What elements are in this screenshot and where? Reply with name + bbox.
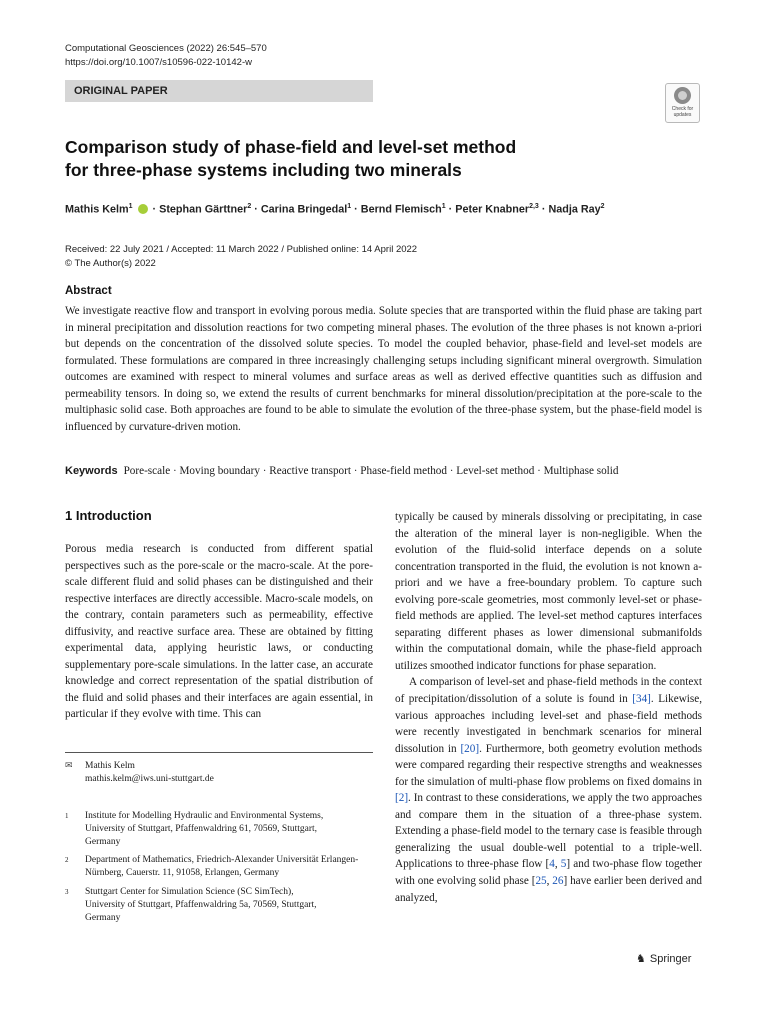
affiliation-mark: 3	[65, 888, 69, 896]
text-run: ,	[554, 858, 561, 871]
text-run: . Furthermore, both geometry evolution methods were compared regarding their respective strengths and weaknesses for the simulation of multi-phase flow problems on fixed domains in	[395, 742, 703, 788]
citation-link[interactable]: [34]	[632, 693, 651, 706]
citation-link[interactable]: [20]	[460, 742, 480, 755]
text-run: ] and two-phase flow together with one evolving solid phase [	[395, 858, 702, 888]
paragraph	[395, 674, 702, 906]
affiliation-text: Stuttgart Center for Simulation Science (SC SimTech), University of Stuttgart, Pfaffenwaldring 5a, 70569, Stuttgart, Germany	[85, 887, 317, 923]
author-separator: ·	[538, 203, 549, 216]
abstract-text: We investigate reactive flow and transport in evolving porous media. Solute species that are transported within the fluid phase are taking part in mineral precipitation and dissolution reactions for two competing mineral phases. The evolution of the three phases is not known a-priori but depends on the concentration of the dissolved solute species. To model the coupled behavior, phase-field and level-set models are formulated. These formulations are compared in three increasingly challenging setups including significant mineral overgrowth. Simulation outcomes are examined with respect to mineral volumes and surface areas as well as derived effective quantities such as diffusion and permeability tensors. In doing so, we extend the results of current benchmarks for mineral dissolution/precipitation at the pore-scale to the multiphasic solid case. Both approaches are found to be able to simulate the evolution of the three-phase system, but the phase-field model is influenced by curvature-driven motion.	[65, 305, 702, 433]
publisher-name: Springer	[649, 953, 692, 965]
affiliation-3	[65, 886, 373, 926]
author-separator: ·	[351, 203, 361, 216]
check-updates-icon	[674, 87, 691, 104]
check-for-updates-badge[interactable]	[665, 83, 700, 123]
text-run: . Likewise, various approaches including level-set and phase-field methods were recently investigated in benchmark scenarios for mineral dissolution in	[395, 693, 702, 755]
abstract-heading: Abstract	[65, 285, 112, 297]
history-dates: Received: 22 July 2021 / Accepted: 11 March 2022 / Published online: 14 April 2022	[65, 244, 418, 255]
author-affil-mark: 1	[128, 203, 133, 210]
citation-link[interactable]: 5	[560, 858, 567, 871]
text-run: . In contrast to these considerations, we apply the two approaches and compare them in the situation of a three-phase system. Extending a phase-field model to the ternary case is feasible through generalizing the usual double-well potential to a triple-well. Applications to three-phase flow [	[395, 792, 702, 871]
author-name[interactable]: Carina Bringedal	[260, 203, 348, 216]
author-name[interactable]: Peter Knabner	[455, 203, 530, 216]
contact-name: Mathis Kelm	[85, 761, 135, 771]
author-affil-mark: 2,3	[529, 203, 539, 210]
paragraph: Porous media research is conducted from different spatial perspectives such as the pore-scale or the macro-scale. At the pore-scale different fluid and solid phases can be distinguished and their respective interfaces are directly accessible. Macro-scale models, on the contrary, contain parameters such as permeability, effective diffusivity, and reactive surface area. These are obtained by fitting experimental data, applying heuristic laws, or conducting supplementary pore-scale simulations. In the latter case, an accurate knowledge and correct representation of the spatial distribution of the fluid and solid phases and their interfaces are again essential, in particular if they evolve with time. This can	[65, 543, 373, 721]
citation-link[interactable]: 25	[535, 875, 547, 888]
paragraph: typically be caused by minerals dissolving or precipitating, in case the alteration of the mineral layer is non-negligible. When the evolution of the fluid-solid interface depends on a solute concentration transported in the fluid, the evolution is not known a-priori and we have a free-boundary problem. To capture such evolving pore-scale geometries, most commonly level-set or phase-field methods are applied. The level-set method captures interfaces separating different phases as lower dimensional submanifolds within the computational domain, while the phase-field approach utilizes smoothed indicator functions for phase separation.	[395, 511, 702, 672]
author-name[interactable]: Nadja Ray	[548, 203, 601, 216]
author-name[interactable]: Bernd Flemisch	[360, 203, 442, 216]
author-list	[65, 203, 605, 216]
orcid-icon[interactable]	[138, 204, 148, 214]
keywords-list: Pore-scale · Moving boundary · Reactive transport · Phase-field method · Level-set method · Multiphase solid	[123, 465, 619, 477]
author-separator: ·	[251, 203, 261, 216]
copyright-notice: © The Author(s) 2022	[65, 258, 156, 269]
envelope-icon: ✉	[65, 760, 73, 770]
author-affil-mark: 2	[600, 203, 605, 210]
springer-knight-icon: ♞	[636, 953, 646, 965]
author-name[interactable]: Mathis Kelm	[65, 203, 129, 216]
affiliation-mark: 1	[65, 812, 69, 820]
title-line-1: Comparison study of phase-field and level-set method	[65, 137, 517, 157]
keywords	[65, 465, 619, 477]
journal-header	[65, 42, 267, 70]
check-badge-line1: Check for	[671, 106, 694, 112]
corresponding-author	[65, 760, 373, 788]
text-run: ,	[546, 875, 553, 888]
left-column	[65, 541, 373, 723]
citation-link[interactable]: 4	[549, 858, 555, 871]
section-heading: 1 Introduction	[65, 508, 152, 523]
check-badge-line2: updates	[673, 112, 692, 118]
publisher-logo	[636, 952, 691, 965]
affiliation-text: Department of Mathematics, Friedrich-Alexander Universität Erlangen-Nürnberg, Cauerstr. 11, 91058, Erlangen, Germany	[85, 855, 359, 878]
contact-email[interactable]: mathis.kelm@iws.uni-stuttgart.de	[85, 774, 214, 784]
citation-link[interactable]: 26	[552, 875, 564, 888]
right-column	[395, 509, 702, 906]
affiliation-mark: 2	[65, 856, 69, 864]
journal-citation: Computational Geosciences (2022) 26:545–570	[65, 43, 267, 54]
author-separator: ·	[149, 203, 160, 216]
keywords-label: Keywords	[65, 465, 118, 477]
author-affil-mark: 1	[347, 203, 352, 210]
paper-title	[65, 136, 685, 182]
text-run: A comparison of level-set and phase-field methods in the context of precipitation/dissolution of a solute is found in	[395, 676, 702, 706]
footnote-divider	[65, 752, 373, 753]
affiliation-2	[65, 854, 373, 882]
publication-dates	[65, 243, 417, 271]
author-name[interactable]: Stephan Gärttner	[159, 203, 248, 216]
affiliation-1	[65, 810, 373, 850]
doi-link[interactable]: https://doi.org/10.1007/s10596-022-10142-w	[65, 57, 252, 68]
author-separator: ·	[445, 203, 456, 216]
title-line-2: for three-phase systems including two minerals	[65, 160, 462, 180]
author-affil-mark: 2	[247, 203, 252, 210]
citation-link[interactable]: [2]	[395, 792, 409, 805]
author-affil-mark: 1	[441, 203, 446, 210]
text-run: ] have earlier been derived and analyzed,	[395, 875, 703, 904]
article-type-banner: ORIGINAL PAPER	[65, 80, 373, 102]
affiliation-text: Institute for Modelling Hydraulic and Environmental Systems, University of Stuttgart, Pfaffenwaldring 61, 70569, Stuttgart, Germany	[85, 811, 324, 847]
